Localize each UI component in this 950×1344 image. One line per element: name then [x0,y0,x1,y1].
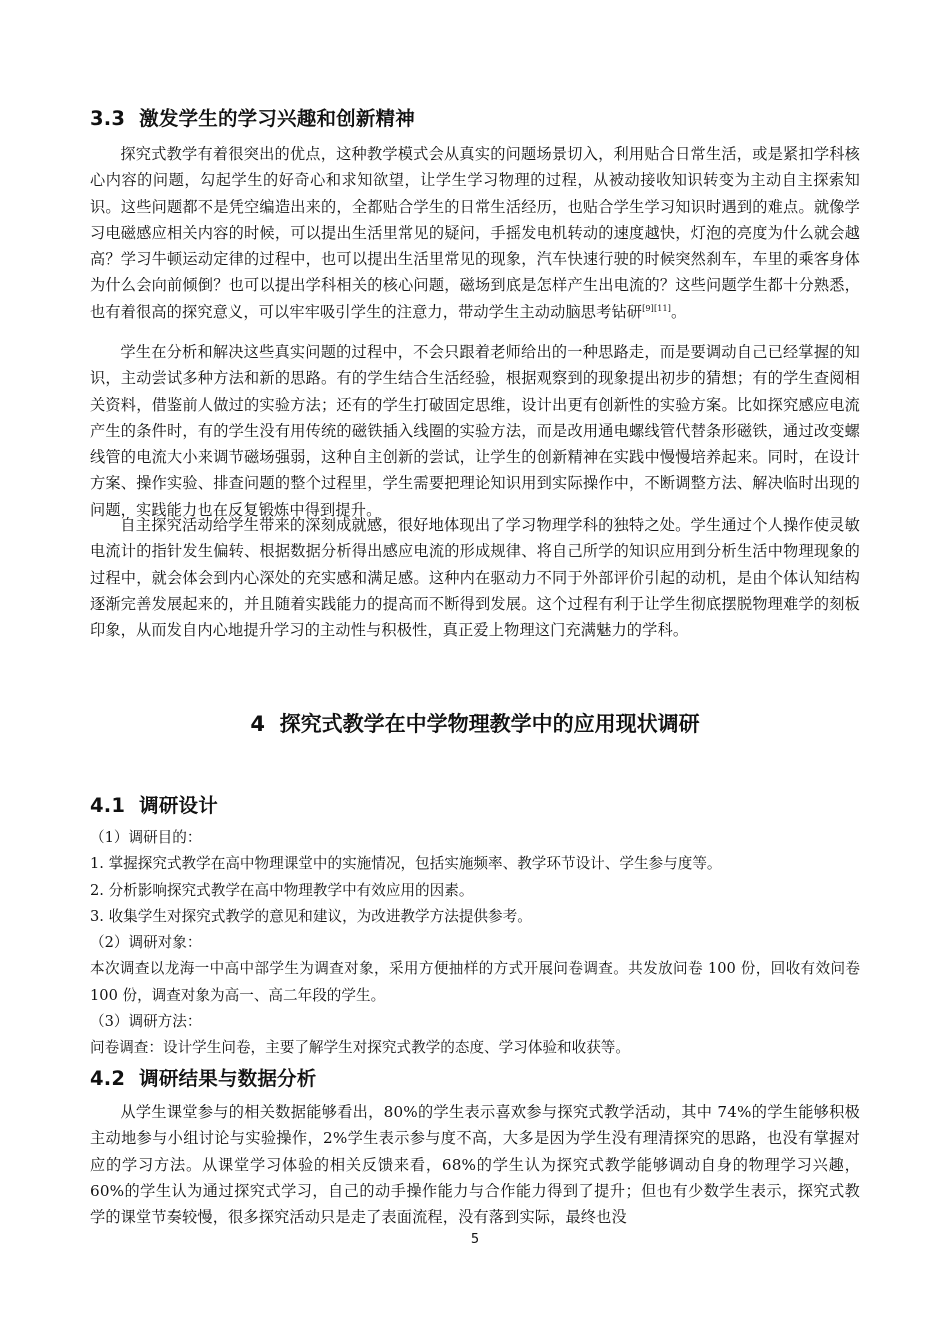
section-number: 3.3 [90,107,126,130]
paragraph-1-text: 探究式教学有着很突出的优点，这种教学模式会从真实的问题场景切入，利用贴合日常生活，或是紧扣学科核心内容的问题，勾起学生的好奇心和求知欲望，让学生学习物理的过程，从被动接收知识转变为主动自主探索知识。这些问题都不是凭空编造出来的，全都贴合学生的日常生活经历，也贴合学生学习知识时遇到的难点。就像学习电磁感应相关内容的时候，可以提出生活里常见的疑问，手摇发电机转动的速度越快，灯泡的亮度为什么就会越高？学习牛顿运动定律的过程中，也可以提出生活里常见的现象，汽车快速行驶的时候突然刹车，车里的乘客身体为什么会向前倾倒？也可以提出学科相关的核心问题，磁场到底是怎样产生出电流的？这些问题学生都十分熟悉，也有着很高的探究意义，可以牢牢吸引学生的注意力，带动学生主动动脑思考钻研 [90,145,860,321]
survey-design [90,825,860,1062]
paragraph-2: 学生在分析和解决这些真实问题的过程中，不会只跟着老师给出的一种思路走，而是要调动自己已经掌握的知识，主动尝试多种方法和新的思路。有的学生结合生活经验，根据观察到的现象提出初步的猜想；有的学生查阅相关资料，借鉴前人做过的实验方法；还有的学生打破固定思维，设计出更有创新性的实验方案。比如探究感应电流产生的条件时，有的学生没有用传统的磁铁插入线圈的实验方法，而是改用通电螺线管代替条形磁铁，通过改变螺线管的电流大小来调节磁场强弱，这种自主创新的尝试，让学生的创新精神在实践中慢慢培养起来。同时，在设计方案、操作实验、排查问题的整个过程里，学生需要把理论知识用到实际操作中，不断调整方法、解决临时出现的问题，实践能力也在反复锻炼中得到提升。 [90,343,860,519]
section-title: 调研结果与数据分析 [139,1067,317,1090]
citation-9-11: [9][11] [642,303,671,313]
object-label: （2）调研对象： [90,934,202,952]
chapter-number: 4 [250,712,265,736]
paragraph-1 [90,141,860,325]
object-text: 本次调查以龙海一中高中部学生为调查对象，采用方便抽样的方式开展问卷调查。共发放问卷 100 份，回收有效问卷 100 份，调查对象为高一、高二年段的学生。 [90,960,860,1004]
paragraph-3: 自主探究活动给学生带来的深刻成就感，很好地体现出了学习物理学科的独特之处。学生通过个人操作使灵敏电流计的指针发生偏转、根据数据分析得出感应电流的形成规律、将自己所学的知识应用到分析生活中物理现象的过程中，就会体会到内心深处的充实感和满足感。这种内在驱动力不同于外部评价引起的动机，是由个体认知结构逐渐完善发展起来的，并且随着实践能力的提高而不断得到发展。这个过程有利于让学生彻底摆脱物理难学的刻板印象，从而发自内心地提升学习的主动性与积极性，真正爱上物理这门充满魅力的学科。 [90,516,860,640]
section-number: 4.2 [90,1067,126,1090]
method-label: （3）调研方法： [90,1013,202,1031]
section-number: 4.1 [90,794,126,817]
purpose-item: 1. 掌握探究式教学在高中物理课堂中的实施情况，包括实施频率、教学环节设计、学生参与度等。 [90,855,722,873]
section-title: 激发学生的学习兴趣和创新精神 [139,107,415,130]
paragraph-1-end: 。 [670,302,687,321]
chapter-title: 探究式教学在中学物理教学中的应用现状调研 [279,712,700,736]
purpose-item: 3. 收集学生对探究式教学的意见和建议，为改进教学方法提供参考。 [90,907,532,925]
chapter-heading-4 [90,708,860,738]
section-title: 调研设计 [139,794,218,817]
purpose-item: 2. 分析影响探究式教学在高中物理教学中有效应用的因素。 [90,881,474,899]
method-text: 问卷调查：设计学生问卷，主要了解学生对探究式教学的态度、学习体验和收获等。 [90,1039,630,1057]
page-number: 5 [470,1232,480,1247]
paragraph-4: 从学生课堂参与的相关数据能够看出，80%的学生表示喜欢参与探究式教学活动，其中 74%的学生能够积极主动地参与小组讨论与实验操作，2%学生表示参与度不高，大多是因为学生没有理清探究的思路，也没有掌握对应的学习方法。从课堂学习体验的相关反馈来看，68%的学生认为探究式教学能够调动自身的物理学习兴趣，60%的学生认为通过探究式学习，自己的动手操作能力与合作能力得到了提升；但也有少数学生表示，探究式教学的课堂节奏较慢，很多探究活动只是走了表面流程，没有落到实际，最终也没 [90,1103,860,1227]
section-heading-3-3 [90,103,415,131]
purpose-label: （1）调研目的： [90,829,202,846]
section-heading-4-2 [90,1063,316,1091]
section-heading-4-1 [90,790,218,818]
